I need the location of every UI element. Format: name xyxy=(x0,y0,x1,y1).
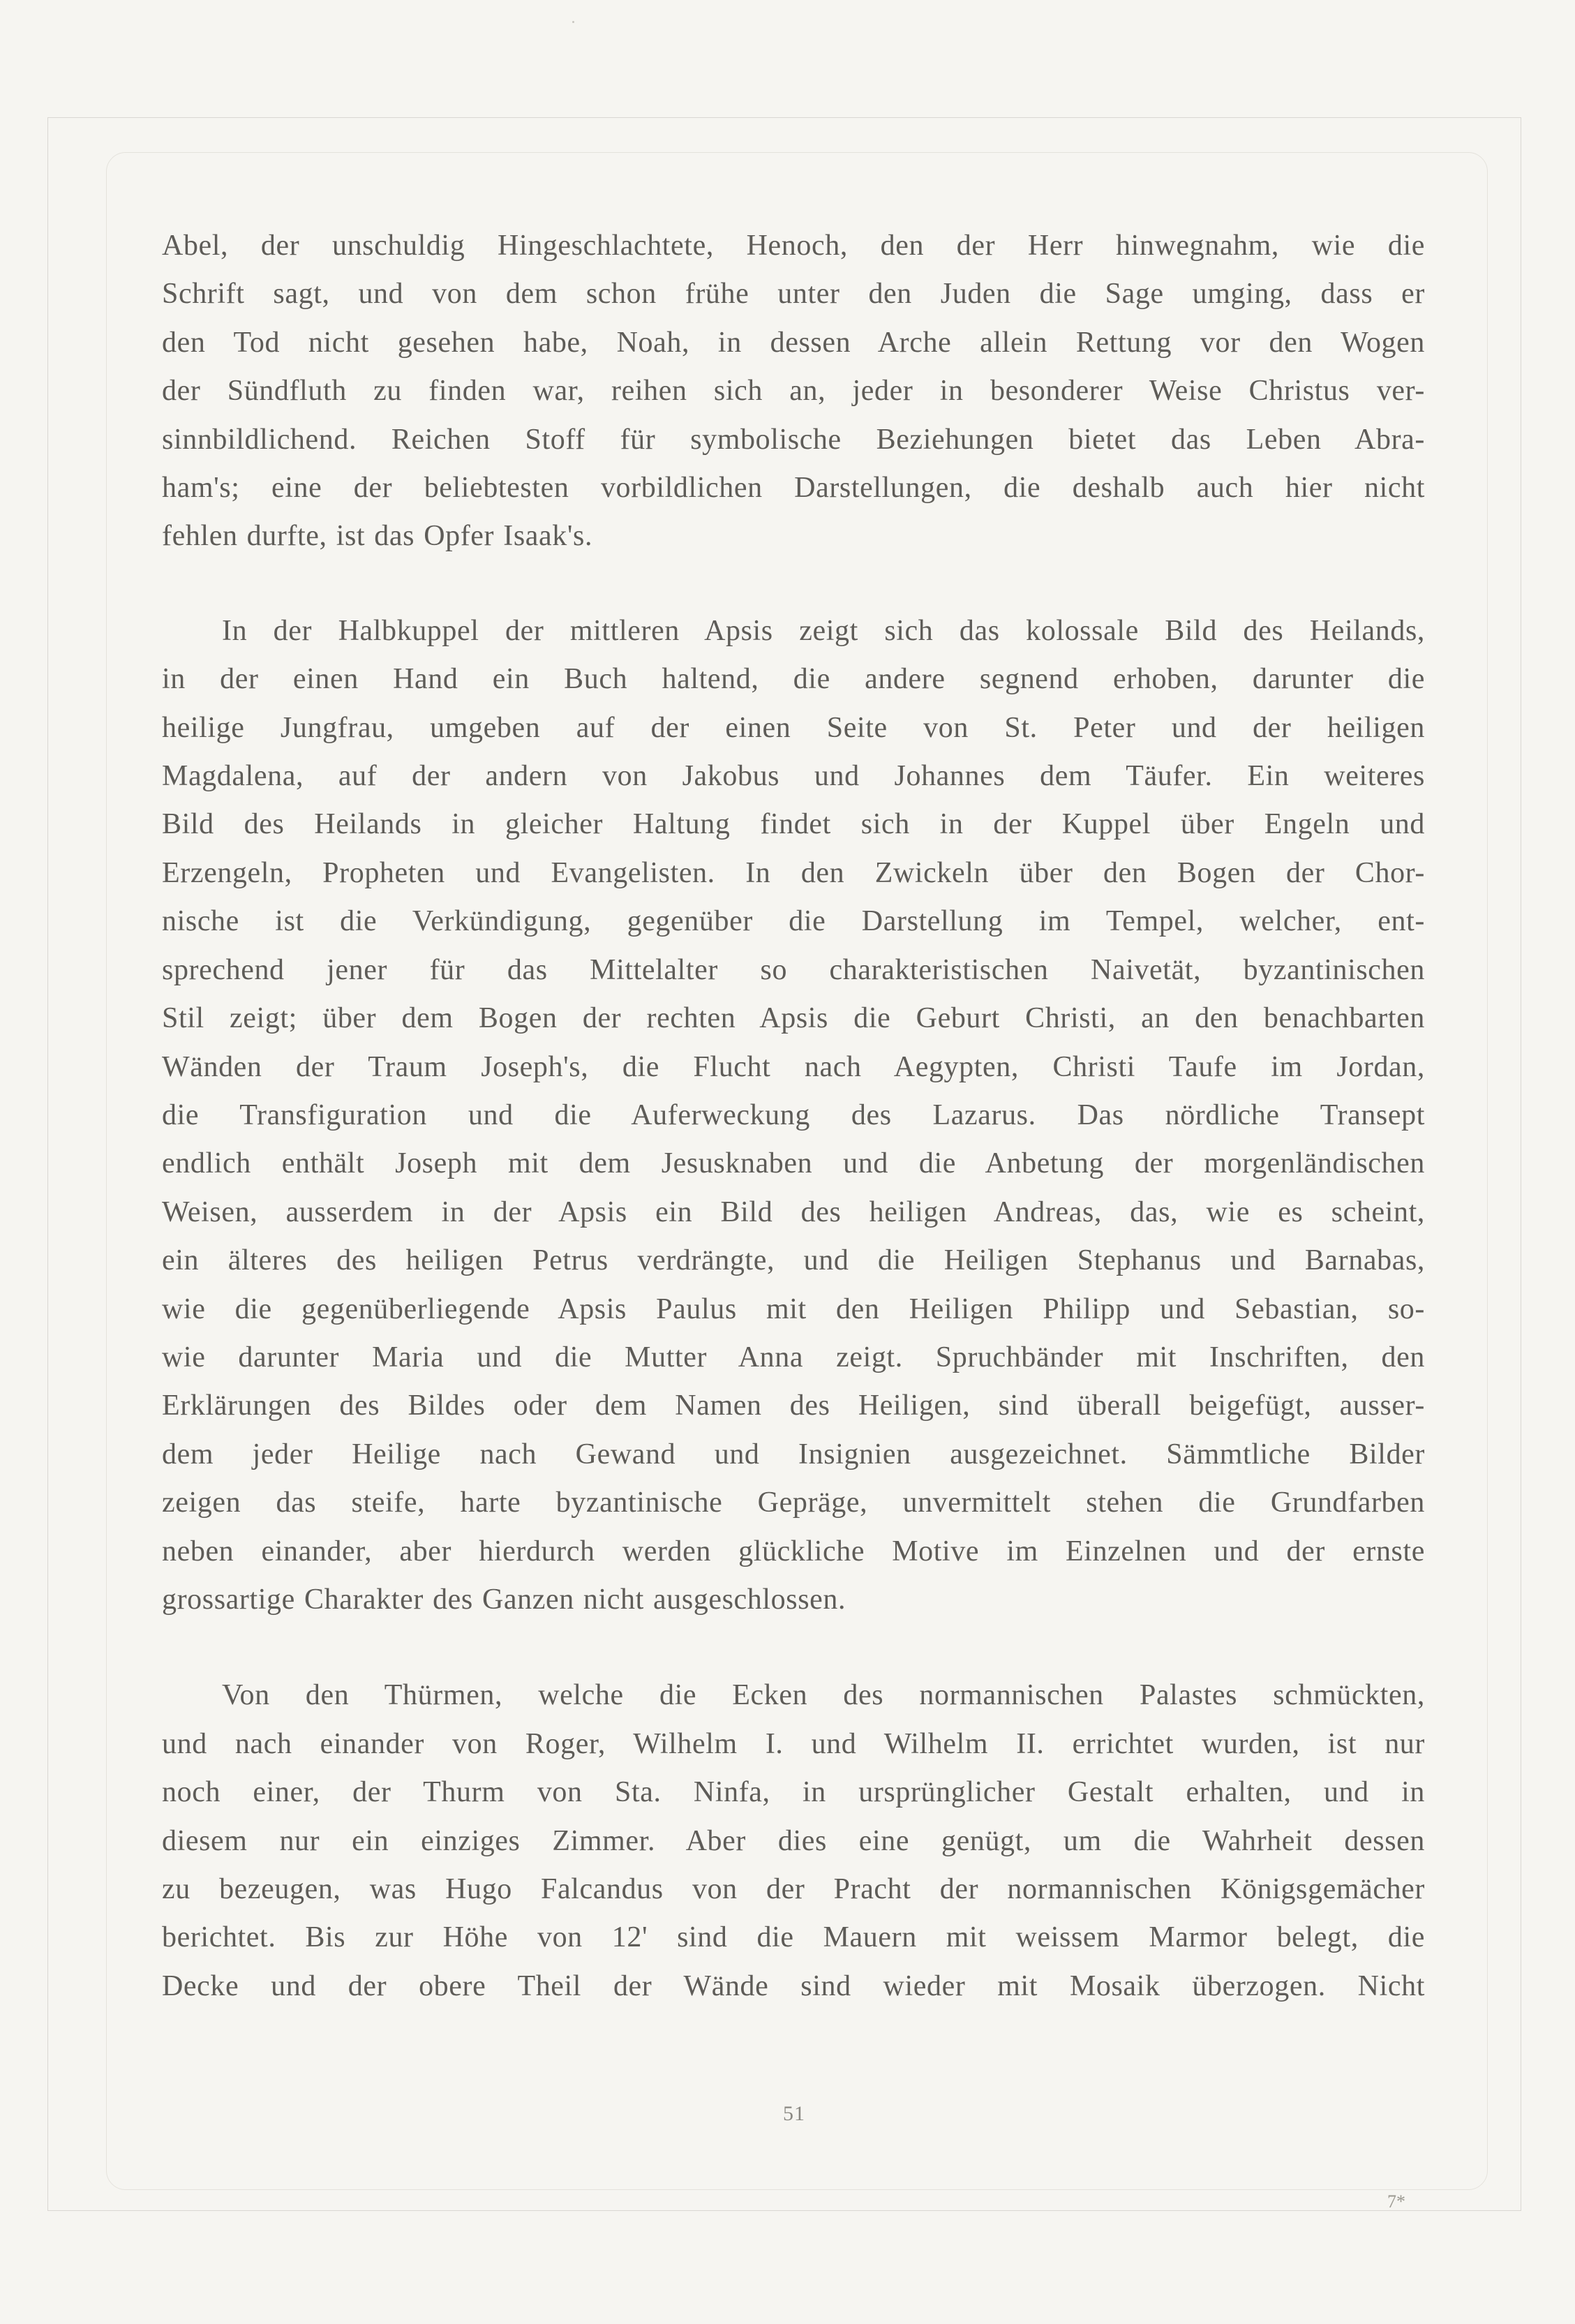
text-line: Weisen, ausserdem in der Apsis ein Bild des heiligen Andreas, das, wie es scheint, xyxy=(162,1195,1425,1228)
text-line: berichtet. Bis zur Höhe von 12' sind die Mauern mit weissem Marmor belegt, die xyxy=(162,1921,1425,1954)
text-line: ein älteres des heiligen Petrus verdrängte, und die Heiligen Stephanus und Barnabas, xyxy=(162,1244,1425,1277)
paragraph-3 xyxy=(162,1671,1425,2011)
text-line: den Tod nicht gesehen habe, Noah, in dessen Arche allein Rettung vor den Wogen xyxy=(162,326,1425,359)
text-line: zu bezeugen, was Hugo Falcandus von der Pracht der normannischen Königsgemächer xyxy=(162,1873,1425,1905)
paragraph-2 xyxy=(162,607,1425,1625)
text-line: und nach einander von Roger, Wilhelm I. und Wilhelm II. errichtet wurden, ist nur xyxy=(162,1727,1425,1760)
text-line: Erklärungen des Bildes oder dem Namen des Heiligen, sind überall beigefügt, ausser- xyxy=(162,1390,1425,1422)
paragraph-1 xyxy=(162,222,1425,561)
text-line: die Transfiguration und die Auferweckung des Lazarus. Das nördliche Transept xyxy=(162,1098,1425,1131)
speck xyxy=(572,21,574,23)
text-line: In der Halbkuppel der mittleren Apsis zeigt sich das kolossale Bild des Heilands, xyxy=(222,614,1425,647)
text-line: heilige Jungfrau, umgeben auf der einen Seite von St. Peter und der heiligen xyxy=(162,711,1425,744)
text-line: wie darunter Maria und die Mutter Anna zeigt. Spruchbänder mit Inschriften, den xyxy=(162,1341,1425,1373)
text-line: sprechend jener für das Mittelalter so charakteristischen Naivetät, byzantinischen xyxy=(162,953,1425,986)
text-line: Wänden der Traum Joseph's, die Flucht nach Aegypten, Christi Taufe im Jordan, xyxy=(162,1050,1425,1083)
text-line: in der einen Hand ein Buch haltend, die andere segnend erhoben, darunter die xyxy=(162,663,1425,696)
text-line: Von den Thürmen, welche die Ecken des normannischen Palastes schmückten, xyxy=(222,1679,1425,1712)
text-line: Decke und der obere Theil der Wände sind wieder mit Mosaik überzogen. Nicht xyxy=(162,1969,1425,2002)
text-line: Stil zeigt; über dem Bogen der rechten Apsis die Geburt Christi, an den benachbarten xyxy=(162,1002,1425,1035)
text-line: der Sündfluth zu finden war, reihen sich an, jeder in besonderer Weise Christus ver- xyxy=(162,375,1425,408)
text-line: fehlen durfte, ist das Opfer Isaak's. xyxy=(162,520,593,553)
text-line: noch einer, der Thurm von Sta. Ninfa, in ursprünglicher Gestalt erhalten, und in xyxy=(162,1776,1425,1809)
text-line: Schrift sagt, und von dem schon frühe unter den Juden die Sage umging, dass er xyxy=(162,278,1425,311)
text-line: Abel, der unschuldig Hingeschlachtete, Henoch, den der Herr hinwegnahm, wie die xyxy=(162,230,1425,262)
text-line: Erzengeln, Propheten und Evangelisten. In den Zwickeln über den Bogen der Chor- xyxy=(162,856,1425,889)
text-line: dem jeder Heilige nach Gewand und Insignien ausgezeichnet. Sämmtliche Bilder xyxy=(162,1438,1425,1470)
text-line: nische ist die Verkündigung, gegenüber die Darstellung im Tempel, welcher, ent- xyxy=(162,905,1425,938)
text-line: sinnbildlichend. Reichen Stoff für symbolische Beziehungen bietet das Leben Abra- xyxy=(162,423,1425,456)
text-line: ham's; eine der beliebtesten vorbildlichen Darstellungen, die deshalb auch hier nicht xyxy=(162,472,1425,505)
page-number: 51 xyxy=(783,2102,805,2125)
text-line: zeigen das steife, harte byzantinische Gepräge, unvermittelt stehen die Grundfarben xyxy=(162,1487,1425,1519)
text-line: Magdalena, auf der andern von Jakobus und Johannes dem Täufer. Ein weiteres xyxy=(162,760,1425,793)
text-line: Bild des Heilands in gleicher Haltung findet sich in der Kuppel über Engeln und xyxy=(162,808,1425,841)
text-line: grossartige Charakter des Ganzen nicht ausgeschlossen. xyxy=(162,1583,846,1616)
text-line: neben einander, aber hierdurch werden glückliche Motive im Einzelnen und der ernste xyxy=(162,1535,1425,1567)
signature-mark: 7* xyxy=(1387,2191,1405,2212)
body-text xyxy=(162,222,1425,2011)
text-line: endlich enthält Joseph mit dem Jesusknaben und die Anbetung der morgenländischen xyxy=(162,1147,1425,1180)
text-line: diesem nur ein einziges Zimmer. Aber dies eine genügt, um die Wahrheit dessen xyxy=(162,1824,1425,1857)
text-line: wie die gegenüberliegende Apsis Paulus mit den Heiligen Philipp und Sebastian, so- xyxy=(162,1293,1425,1325)
